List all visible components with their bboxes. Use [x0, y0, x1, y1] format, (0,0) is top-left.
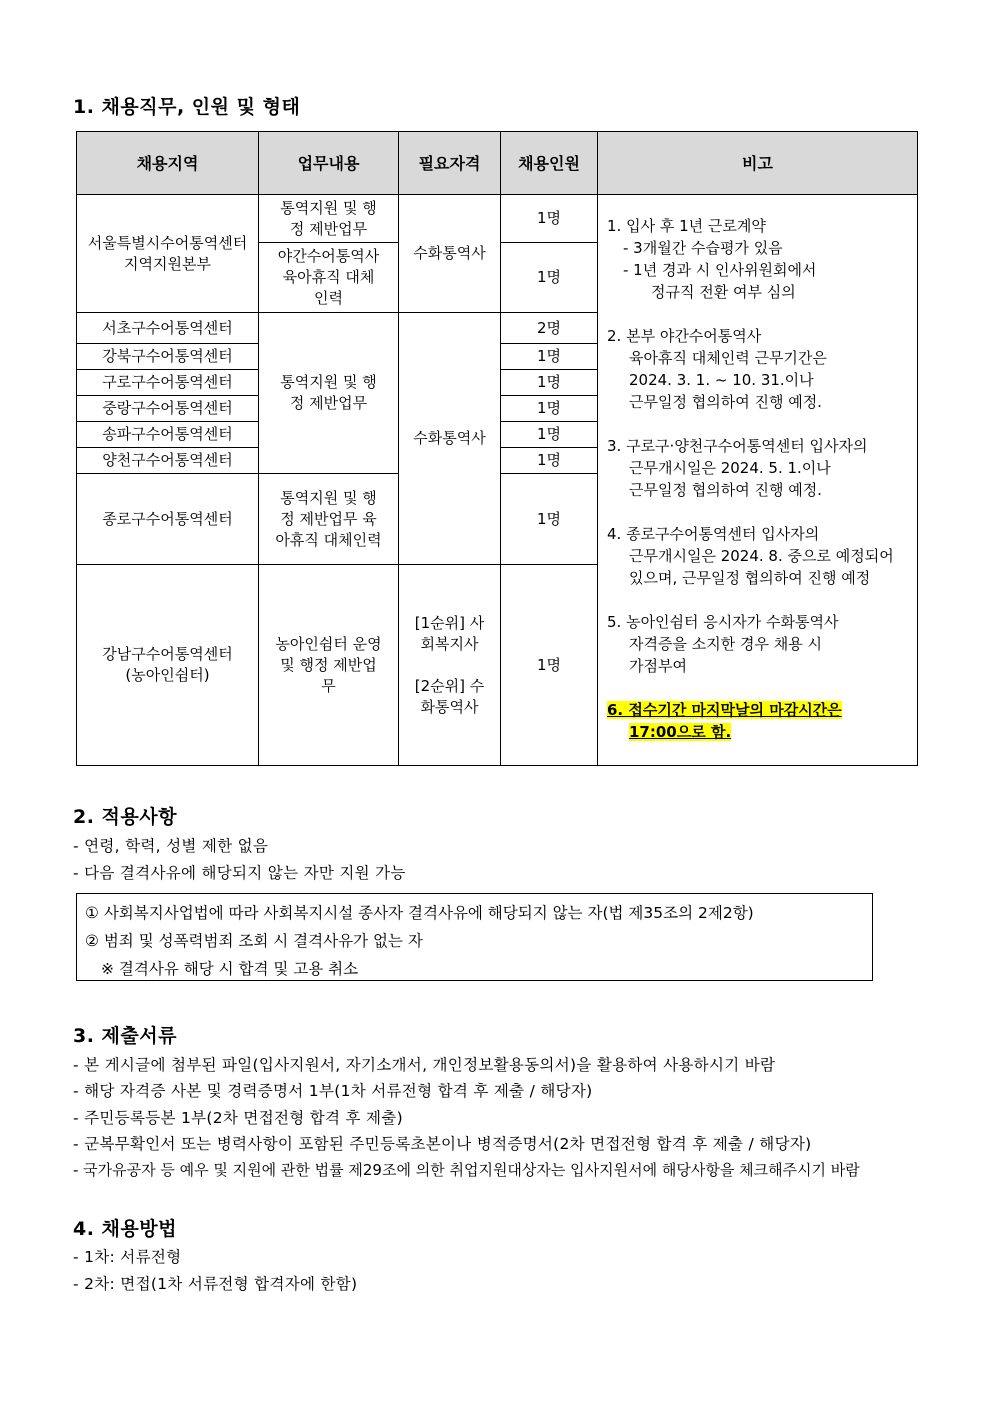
header-notes: 비고 — [598, 132, 918, 195]
cell-count: 1명 — [501, 370, 598, 396]
note-1-line: - 1년 경과 시 인사위원회에서 — [623, 261, 817, 279]
cell-task-districts: 통역지원 및 행정 제반업무 — [259, 313, 399, 474]
cell-count: 1명 — [501, 565, 598, 766]
cell-region: 구로구수어통역센터 — [77, 370, 259, 396]
header-task: 업무내용 — [259, 132, 399, 195]
s3-item: - 군복무확인서 또는 병력사항이 포함된 주민등록초본이나 병적증명서(2차 면접전형 합격 후 제출 / 해당자) — [73, 1135, 812, 1153]
note-2-line: 근무일정 협의하여 진행 예정. — [629, 393, 822, 411]
box-note: ※ 결격사유 해당 시 합격 및 고용 취소 — [101, 960, 359, 978]
cell-region-seoul: 서울특별시수어통역센터 지역지원본부 — [77, 195, 259, 313]
note-3-line: 근무개시일은 2024. 5. 1.이나 — [629, 459, 831, 477]
s2-item: - 다음 결격사유에 해당되지 않는 자만 지원 가능 — [73, 864, 406, 882]
box-line: ① 사회복지사업법에 따라 사회복지시설 종사자 결격사유에 해당되지 않는 자(법 제35조의 2제2항) — [85, 904, 754, 922]
cell-count: 2명 — [501, 313, 598, 344]
note-1 — [607, 215, 909, 303]
note-4-line: 4. 종로구수어통역센터 입사자의 — [607, 525, 820, 543]
cell-qual-seoul: 수화통역사 — [399, 195, 501, 313]
section-title-2: 2. 적용사항 — [73, 806, 177, 828]
note-3-line: 3. 구로구·양천구수어통역센터 입사자의 — [607, 437, 868, 455]
cell-count: 1명 — [501, 396, 598, 422]
box-line: ② 범죄 및 성폭력범죄 조회 시 결격사유가 없는 자 — [85, 932, 423, 950]
note-2 — [607, 325, 909, 413]
table-header-row — [77, 132, 918, 195]
cell-notes — [598, 195, 918, 766]
cell-qual-districts: 수화통역사 — [399, 313, 501, 565]
note-2-line: 2024. 3. 1. ~ 10. 31.이나 — [629, 371, 814, 389]
header-region: 채용지역 — [77, 132, 259, 195]
s3-item: - 해당 자격증 사본 및 경력증명서 1부(1차 서류전형 합격 후 제출 / 해당자) — [73, 1082, 593, 1100]
cell-task-night: 야간수어통역사 육아휴직 대체인력 — [259, 243, 399, 313]
cell-task-general: 통역지원 및 행정 제반업무 — [259, 195, 399, 243]
cell-region: 양천구수어통역센터 — [77, 448, 259, 474]
disqualification-box — [76, 893, 873, 981]
cell-region: 중랑구수어통역센터 — [77, 396, 259, 422]
cell-region-jongno: 종로구수어통역센터 — [77, 474, 259, 565]
header-count: 채용인원 — [501, 132, 598, 195]
cell-task-gangnam: 농아인쉼터 운영 및 행정 제반업무 — [259, 565, 399, 766]
section-title-3: 3. 제출서류 — [73, 1025, 177, 1047]
cell-count: 1명 — [501, 474, 598, 565]
cell-region: 서초구수어통역센터 — [77, 313, 259, 344]
cell-region: 강북구수어통역센터 — [77, 344, 259, 370]
note-5 — [607, 611, 909, 677]
s3-item: - 국가유공자 등 예우 및 지원에 관한 법률 제29조에 의한 취업지원대상자는 입사지원서에 해당사항을 체크해주시기 바람 — [73, 1161, 860, 1179]
note-3-line: 근무일정 협의하여 진행 예정. — [629, 481, 822, 499]
s3-item: - 주민등록등본 1부(2차 면접전형 합격 후 제출) — [73, 1109, 403, 1127]
note-6 — [607, 699, 909, 743]
qual-priority-2: [2순위] 수화통역사 — [414, 676, 485, 716]
cell-qual-gangnam — [399, 565, 501, 766]
deadline-highlight: 17:00으로 함. — [629, 723, 732, 741]
note-5-line: 가점부여 — [629, 657, 687, 675]
note-4-line: 있으며, 근무일정 협의하여 진행 예정 — [629, 569, 871, 587]
note-5-line: 5. 농아인쉼터 응시자가 수화통역사 — [607, 613, 839, 631]
note-1-line: 정규직 전환 여부 심의 — [651, 283, 796, 301]
cell-count: 1명 — [501, 243, 598, 313]
note-4 — [607, 523, 909, 589]
cell-region-gangnam: 강남구수어통역센터 (농아인쉼터) — [77, 565, 259, 766]
note-2-line: 2. 본부 야간수어통역사 — [607, 327, 762, 345]
cell-count: 1명 — [501, 195, 598, 243]
s2-item: - 연령, 학력, 성별 제한 없음 — [73, 837, 269, 855]
cell-region: 송파구수어통역센터 — [77, 422, 259, 448]
cell-count: 1명 — [501, 422, 598, 448]
note-1-line: - 3개월간 수습평가 있음 — [623, 239, 783, 257]
header-qualification: 필요자격 — [399, 132, 501, 195]
s4-item: - 2차: 면접(1차 서류전형 합격자에 한함) — [73, 1275, 358, 1293]
note-4-line: 근무개시일은 2024. 8. 중으로 예정되어 — [629, 547, 894, 565]
cell-task-jongno: 통역지원 및 행정 제반업무 육아휴직 대체인력 — [259, 474, 399, 565]
s3-item: - 본 게시글에 첨부된 파일(입사지원서, 자기소개서, 개인정보활용동의서)을 활용하여 사용하시기 바람 — [73, 1056, 776, 1074]
note-1-line: 1. 입사 후 1년 근로계약 — [607, 217, 766, 235]
cell-count: 1명 — [501, 344, 598, 370]
note-5-line: 자격증을 소지한 경우 채용 시 — [629, 635, 822, 653]
qual-priority-1: [1순위] 사회복지사 — [414, 613, 485, 653]
deadline-highlight: 6. 접수기간 마지막날의 마감시간은 — [607, 701, 842, 719]
note-2-line: 육아휴직 대체인력 근무기간은 — [629, 349, 827, 367]
s4-item: - 1차: 서류전형 — [73, 1248, 182, 1266]
cell-count: 1명 — [501, 448, 598, 474]
section-title-1: 1. 채용직무, 인원 및 형태 — [73, 96, 301, 118]
recruitment-table — [76, 131, 918, 766]
note-3 — [607, 435, 909, 501]
section-title-4: 4. 채용방법 — [73, 1218, 177, 1240]
